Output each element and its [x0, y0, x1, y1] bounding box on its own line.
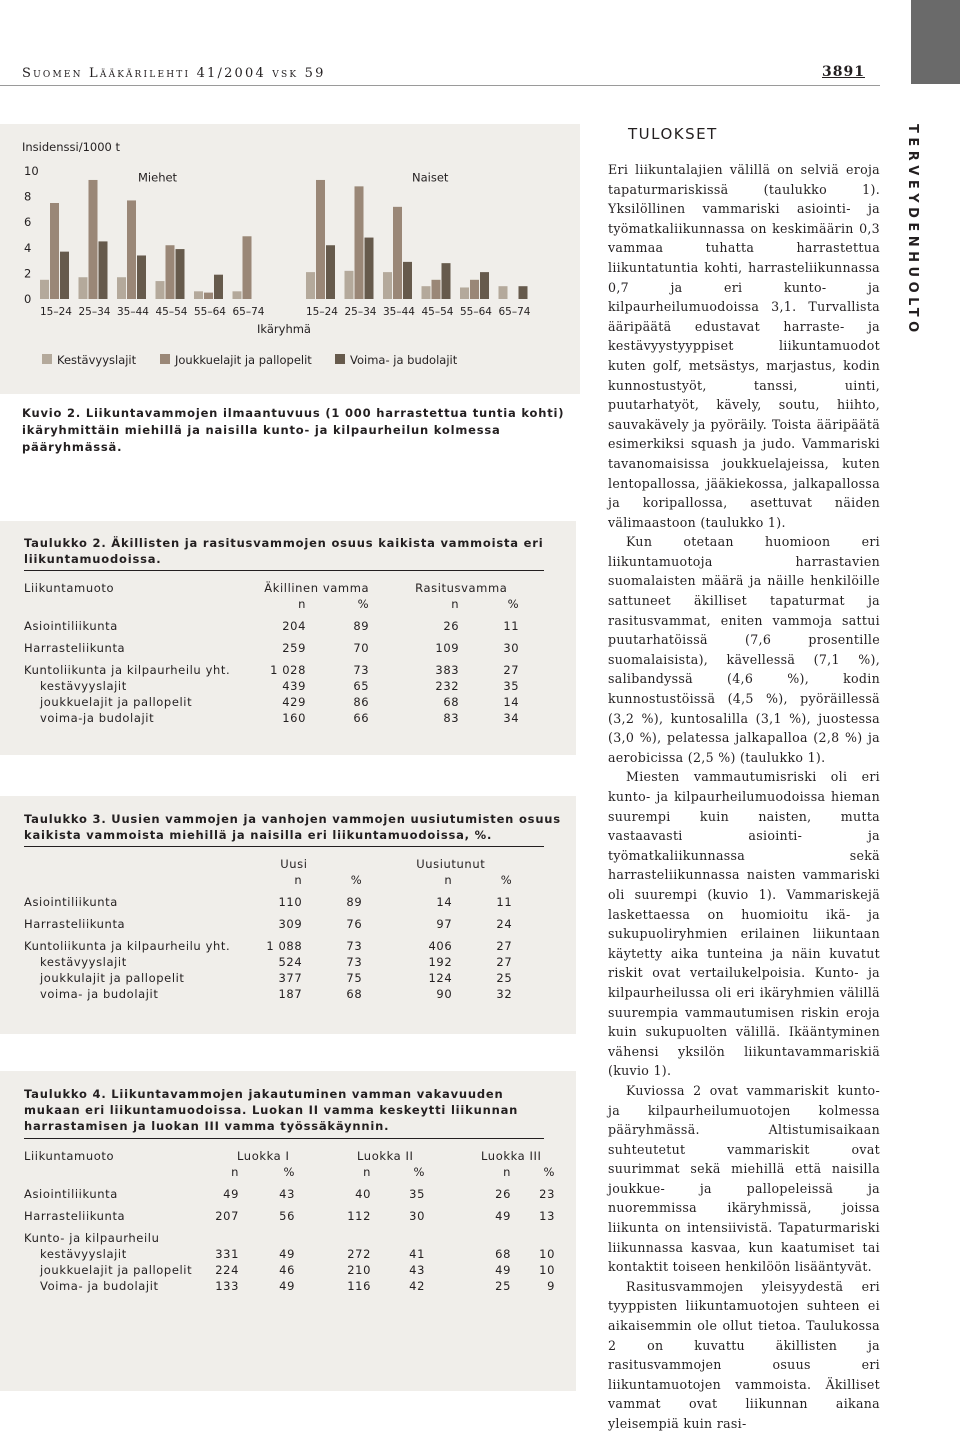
bar	[422, 286, 431, 299]
subheader-cell: %	[413, 1165, 425, 1179]
bar	[60, 252, 69, 299]
cell-value: 66	[353, 711, 370, 725]
cell-value: 109	[435, 641, 460, 655]
cell-value	[239, 1224, 295, 1246]
cell-value: 383	[435, 663, 460, 677]
cell-value	[371, 1224, 425, 1246]
row-label: kestävyyslajit	[40, 1247, 127, 1261]
cell-value: 49	[495, 1263, 511, 1277]
column-header: Uusi	[280, 857, 308, 871]
legend-label: Joukkuelajit ja pallopelit	[175, 353, 312, 367]
subheader-cell: %	[350, 873, 363, 887]
table-header-row	[24, 1148, 555, 1164]
results-heading: TULOKSET	[628, 125, 718, 143]
y-axis-label: Insidenssi/1000 t	[22, 140, 121, 154]
subheader-cell: %	[500, 873, 513, 887]
cell-value: 110	[278, 895, 303, 909]
bar	[355, 186, 364, 299]
results-paragraph: Miesten vammautumisriski oli eri kunto- ja kilpaurheilumuodoissa hieman suurempi kuin naisten, mutta vastaavasti asiointi- ja työmatkaliikunnassa sekä harrasteliikunnassa naisten vammariski oli suurempi (kuvio 1). Vammariskejä laskettaessa on huomioitu ikä- ja sukupuoliryhmien erilainen liikuntaan käytetty aika tunteina ja näin kuvatut riskit ovat vertailukelpoisia. Kunto- ja kilpaurheilussa oli eri ikäryhmien välillä suurempia vammautumisen riskin eroja kuin sukupuolten välillä. Ikääntyminen vähensi yksilön liikuntavammariskiä (kuvio 1).	[608, 769, 880, 1079]
subheader-cell: n	[231, 1165, 239, 1179]
cell-value: 160	[282, 711, 307, 725]
table-row	[24, 888, 512, 910]
bar	[480, 272, 489, 299]
page-number: 3891	[822, 64, 865, 80]
bar	[393, 207, 402, 299]
cell-value: 83	[443, 711, 460, 725]
cell-value: 9	[547, 1279, 555, 1293]
cell-value	[511, 1224, 555, 1246]
bar	[383, 272, 392, 299]
row-label: Kuntoliikunta ja kilpaurheilu yht.	[24, 939, 231, 953]
table-row	[24, 1180, 555, 1202]
subheader-cell: %	[283, 1165, 295, 1179]
cell-value	[295, 1224, 371, 1246]
column-header: Luokka I	[237, 1149, 290, 1163]
table-row	[24, 932, 512, 954]
row-label: Voima- ja budolajit	[40, 1279, 159, 1293]
bar	[326, 245, 335, 299]
cell-value	[209, 1224, 239, 1246]
cell-value: 49	[279, 1247, 295, 1261]
cell-value: 68	[346, 987, 363, 1001]
cell-value: 259	[282, 641, 307, 655]
cell-value: 26	[495, 1187, 511, 1201]
cell-value: 1 028	[270, 663, 307, 677]
table4	[24, 1148, 555, 1294]
table2-rule	[24, 570, 544, 571]
bar	[156, 281, 165, 299]
row-label: Kunto- ja kilpaurheilu	[24, 1231, 160, 1245]
table-row	[24, 1262, 555, 1278]
bar	[365, 238, 374, 299]
cell-value: 11	[503, 619, 520, 633]
corner-tab	[911, 0, 960, 84]
table-subheader-row	[24, 596, 519, 612]
x-tick-label: 45–54	[155, 306, 188, 318]
blank-cell	[24, 596, 230, 612]
bar	[345, 271, 354, 299]
row-label: Asiointiliikunta	[24, 1187, 118, 1201]
column-header: Uusiutunut	[416, 857, 486, 871]
bar	[442, 263, 451, 299]
subheader-cell: n	[451, 597, 460, 611]
table-subheader-row	[24, 1164, 555, 1180]
bar	[79, 277, 88, 299]
cell-value: 112	[347, 1209, 371, 1223]
bar	[460, 287, 469, 299]
cell-value: 90	[436, 987, 453, 1001]
row-label: joukkulajit ja pallopelit	[40, 971, 185, 985]
bar	[204, 293, 213, 299]
table-row	[24, 1246, 555, 1262]
results-paragraph: Kun otetaan huomioon eri liikuntamuotoja harrastavien suomalaisten määrä ja näille henkilöille sattuneet äkilliset tapaturmat ja rasitusvammat, eniten vammoja sattui puutarhatöissä (7,6 prosentille suomalaisista), kävellessä (7,1 %), salibandyssä (4,6 %), kodin kunnostustöissä (4,5 %), pyöräillessä (3,2 %), kuntosalilla (3,1 %), juostessa (3,0 %), pelatessa jalkapalloa (2,8 %) ja aerobicissa (2,5 %) (taulukko 1).	[608, 534, 880, 765]
table-subheader-row	[24, 872, 512, 888]
cell-value: 35	[503, 679, 520, 693]
x-tick-label: 65–74	[498, 306, 531, 318]
x-tick-label: 35–44	[383, 306, 415, 318]
results-body	[608, 160, 880, 1434]
cell-value: 272	[347, 1247, 371, 1261]
blank-cell	[24, 1164, 209, 1180]
table-row	[24, 986, 512, 1002]
bar-chart	[0, 124, 580, 394]
cell-value: 192	[428, 955, 453, 969]
cell-value: 89	[346, 895, 363, 909]
legend-swatch	[160, 354, 170, 364]
cell-value: 439	[282, 679, 307, 693]
journal-header: Suomen Lääkärilehti 41/2004 vsk 59	[22, 66, 326, 81]
cell-value: 89	[353, 619, 370, 633]
table-row	[24, 910, 512, 932]
cell-value: 73	[353, 663, 370, 677]
cell-value: 27	[496, 955, 513, 969]
blank-cell	[24, 872, 230, 888]
legend-label: Voima- ja budolajit	[350, 353, 458, 367]
row-label: Harrasteliikunta	[24, 917, 126, 931]
results-paragraph: Rasitusvammojen yleisyydestä eri tyyppisten liikuntamuotojen suhteen ei aikaisemmin ole ollut tietoa. Taulukossa 2 on kuvattu äkillisten ja rasitusvammojen osuus eri liikuntamuotojen vammoista. Äkilliset vammat ovat liikunnan aikana yleisempiä kuin rasi-	[608, 1278, 880, 1431]
bar	[117, 277, 126, 299]
legend-swatch	[335, 354, 345, 364]
y-tick-label: 10	[24, 164, 39, 178]
subheader-cell: %	[543, 1165, 555, 1179]
cell-value: 124	[428, 971, 453, 985]
cell-value: 42	[409, 1279, 425, 1293]
x-tick-label: 65–74	[232, 306, 265, 318]
bar	[127, 200, 136, 299]
column-header: Liikuntamuoto	[24, 1149, 115, 1163]
cell-value: 68	[443, 695, 460, 709]
subheader-cell: n	[503, 1165, 511, 1179]
column-header	[24, 856, 230, 872]
bar	[194, 291, 203, 299]
table4-caption: Taulukko 4. Liikuntavammojen jakautuminen vamman vakavuuden mukaan eri liikuntamuodoissa. Luokan II vamma keskeytti liikunnan harrastamisen ja luokan III vamma työssäkäynnin.	[24, 1087, 519, 1133]
cell-value: 10	[539, 1247, 555, 1261]
x-tick-label: 25–34	[78, 306, 111, 318]
table-header-row	[24, 580, 519, 596]
bar	[470, 280, 479, 299]
cell-value: 27	[496, 939, 513, 953]
bar	[306, 272, 315, 299]
section-side-label	[904, 124, 924, 344]
cell-value: 224	[215, 1263, 239, 1277]
cell-value: 43	[409, 1263, 425, 1277]
table-row	[24, 1202, 555, 1224]
column-header: Luokka II	[357, 1149, 414, 1163]
table-row	[24, 612, 519, 634]
cell-value: 524	[278, 955, 303, 969]
x-tick-label: 15–24	[40, 306, 72, 318]
cell-value: 232	[435, 679, 460, 693]
cell-value: 14	[436, 895, 453, 909]
cell-value: 49	[495, 1209, 511, 1223]
row-label: Asiointiliikunta	[24, 619, 118, 633]
cell-value: 331	[215, 1247, 239, 1261]
cell-value: 70	[353, 641, 370, 655]
x-tick-label: 55–64	[194, 306, 226, 318]
table3-caption: Taulukko 3. Uusien vammojen ja vanhojen vammojen uusiutumisten osuus kaikista vammoista miehillä ja naisilla eri liikuntamuodoissa, %.	[24, 812, 561, 842]
table-row	[24, 710, 519, 726]
results-paragraph: Eri liikuntalajien välillä on selviä eroja tapaturmariskissä (taulukko 1). Yksilöllinen vammariski asiointi- ja työmatkaliikunnassa on keskimäärin 0,3 vammaa tuhatta harrastettua liikuntatuntia kohti, harrasteliikunnassa 0,7 ja eri kunto- ja kilpaurheilumuodoissa 3,1. Turvallista ääripäätä edustavat harraste- ja kestävyystyyppiset liikuntamuodot kuten golf, metsästys, marjastus, kodin kunnostustyöt, tanssi, uinti, puutarhatyöt, kävely, soutu, hiihto, sauvakävely ja pyöräily. Toista ääripäätä esimerkiksi squash ja judo. Vammariski tavanomaisissa joukkuelajeissa, kuten lentopallossa, jääkiekossa, jalkapallossa ja koripallossa, asettuvat näiden välimaastoon (taulukko 1).	[608, 162, 880, 530]
bar	[99, 241, 108, 299]
row-label: Asiointiliikunta	[24, 895, 118, 909]
row-label: joukkuelajit ja pallopelit	[40, 695, 193, 709]
row-label: Kuntoliikunta ja kilpaurheilu yht.	[24, 663, 231, 677]
subheader-cell: %	[507, 597, 520, 611]
bar	[243, 236, 252, 299]
table-row	[24, 656, 519, 678]
table-row	[24, 954, 512, 970]
cell-value: 377	[278, 971, 303, 985]
row-label: kestävyyslajit	[40, 955, 127, 969]
bar	[432, 280, 441, 299]
y-tick-label: 6	[24, 215, 32, 230]
figure-caption: Kuvio 2. Liikuntavammojen ilmaantuvuus (1 000 harrastettua tuntia kohti) ikäryhmittäin miehillä ja naisilla kunto- ja kilpaurheilun kolmessa pääryhmässä.	[22, 406, 565, 454]
legend-swatch	[42, 354, 52, 364]
cell-value: 68	[495, 1247, 511, 1261]
cell-value: 34	[503, 711, 520, 725]
cell-value: 86	[353, 695, 370, 709]
cell-value: 41	[409, 1247, 425, 1261]
cell-value: 25	[495, 1279, 511, 1293]
cell-value: 75	[346, 971, 363, 985]
cell-value	[425, 1224, 511, 1246]
x-tick-label: 15–24	[306, 306, 338, 318]
bar	[40, 280, 49, 299]
cell-value: 133	[215, 1279, 239, 1293]
cell-value: 1 088	[266, 939, 303, 953]
cell-value: 73	[346, 955, 363, 969]
row-label: voima- ja budolajit	[40, 987, 159, 1001]
bar	[166, 245, 175, 299]
column-header: Liikuntamuoto	[24, 581, 115, 595]
cell-value: 97	[436, 917, 453, 931]
bar	[50, 203, 59, 299]
cell-value: 73	[346, 939, 363, 953]
cell-value: 65	[353, 679, 370, 693]
bar	[214, 275, 223, 299]
cell-value: 24	[496, 917, 513, 931]
cell-value: 25	[496, 971, 513, 985]
subheader-cell: %	[357, 597, 370, 611]
table3	[24, 856, 512, 1002]
table-row	[24, 634, 519, 656]
table4-rule	[24, 1138, 544, 1139]
bar	[316, 180, 325, 299]
x-tick-label: 55–64	[460, 306, 492, 318]
header-rule	[0, 85, 880, 86]
cell-value: 49	[279, 1279, 295, 1293]
table-header-row	[24, 856, 512, 872]
cell-value: 32	[496, 987, 513, 1001]
x-tick-label: 35–44	[117, 306, 149, 318]
cell-value: 49	[223, 1187, 239, 1201]
y-tick-label: 8	[24, 189, 32, 204]
cell-value: 26	[443, 619, 460, 633]
table-row	[24, 678, 519, 694]
subheader-cell: n	[363, 1165, 371, 1179]
y-tick-label: 2	[24, 266, 32, 281]
x-tick-label: 25–34	[344, 306, 377, 318]
cell-value: 46	[279, 1263, 295, 1277]
table2-caption: Taulukko 2. Äkillisten ja rasitusvammojen osuus kaikista vammoista eri liikuntamuodoissa.	[24, 536, 544, 566]
column-header: Luokka III	[481, 1149, 542, 1163]
cell-value: 429	[282, 695, 307, 709]
section-side-label-text: TERVEYDENHUOLTO	[905, 124, 920, 337]
row-label: kestävyyslajit	[40, 679, 127, 693]
results-paragraph: Kuviossa 2 ovat vammariskit kunto- ja kilpaurheilumuotojen kolmessa pääryhmässä. Altistumisaikaan suhteutetut vammariskit ovat suurimmat sekä miehillä että naisilla joukkue- ja pallopeleissä ja nuoremmissa ikäryhmissä, joissa liikunta on intensiivistä. Tapaturmariski liikunnassa kasvaa, kun kaatumiset tai kontaktit toiseen henkilöön lisääntyvät.	[608, 1082, 880, 1275]
cell-value: 14	[503, 695, 520, 709]
bar	[519, 286, 528, 299]
cell-value: 35	[409, 1187, 425, 1201]
cell-value: 204	[282, 619, 307, 633]
cell-value: 40	[355, 1187, 371, 1201]
panel-title: Naiset	[412, 170, 449, 185]
table-row	[24, 970, 512, 986]
cell-value: 56	[279, 1209, 295, 1223]
column-header: Rasitusvamma	[415, 581, 508, 595]
row-label: Harrasteliikunta	[24, 641, 126, 655]
cell-value: 207	[215, 1209, 239, 1223]
x-axis-label: Ikäryhmä	[257, 322, 311, 336]
cell-value: 23	[539, 1187, 555, 1201]
figure-panel	[0, 124, 580, 394]
cell-value: 11	[496, 895, 513, 909]
bar	[233, 291, 242, 299]
table-row	[24, 694, 519, 710]
cell-value: 30	[503, 641, 520, 655]
cell-value: 76	[346, 917, 363, 931]
bar	[403, 262, 412, 299]
panel-title: Miehet	[138, 170, 178, 185]
cell-value: 210	[347, 1263, 371, 1277]
bar	[137, 255, 146, 299]
bar	[499, 286, 508, 299]
table-row	[24, 1224, 555, 1246]
cell-value: 30	[409, 1209, 425, 1223]
subheader-cell: n	[298, 597, 307, 611]
cell-value: 187	[278, 987, 303, 1001]
column-header: Äkillinen vamma	[264, 581, 370, 595]
cell-value: 309	[278, 917, 303, 931]
cell-value: 27	[503, 663, 520, 677]
row-label: voima-ja budolajit	[40, 711, 155, 725]
cell-value: 10	[539, 1263, 555, 1277]
y-tick-label: 4	[24, 240, 32, 255]
bar	[176, 249, 185, 299]
cell-value: 116	[347, 1279, 371, 1293]
table2	[24, 580, 519, 726]
row-label: Harrasteliikunta	[24, 1209, 126, 1223]
cell-value: 43	[279, 1187, 295, 1201]
legend-label: Kestävyyslajit	[57, 353, 137, 367]
subheader-cell: n	[294, 873, 303, 887]
table-row	[24, 1278, 555, 1294]
cell-value: 13	[539, 1209, 555, 1223]
cell-value: 406	[428, 939, 453, 953]
table3-rule	[24, 846, 544, 847]
x-tick-label: 45–54	[421, 306, 454, 318]
row-label: joukkuelajit ja pallopelit	[40, 1263, 193, 1277]
subheader-cell: n	[444, 873, 453, 887]
y-tick-label: 0	[24, 292, 32, 306]
bar	[89, 180, 98, 299]
